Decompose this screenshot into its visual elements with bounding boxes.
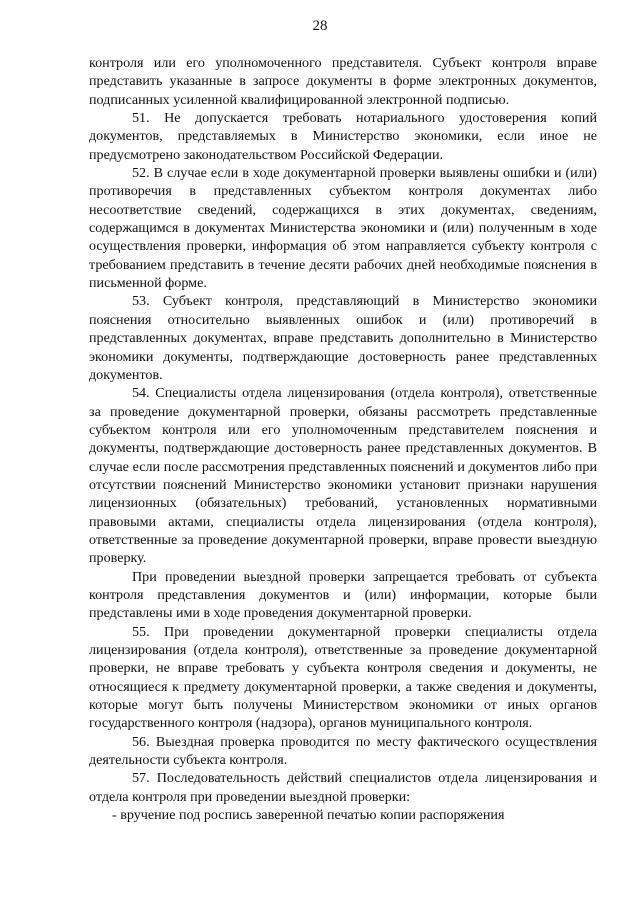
paragraph-55: 55. При проведении документарной проверки специалисты отдела лицензирования (отдела контроля), ответственные за проведение документарной проверки, не вправе требовать у субъекта контроля сведения и документы, не относящиеся к предмету документарной проверки, а также сведения и документы, которые могут быть получены Министерством экономики от иных органов государственного контроля (надзора), органов муниципального контроля.	[89, 623, 597, 732]
paragraph-52: 52. В случае если в ходе документарной проверки выявлены ошибки и (или) противоречия в представленных субъектом контроля документах либо несоответствие сведений, содержащихся в этих документах, сведениям, содержащимся в документах Министерства экономики и (или) полученным в ходе осуществления проверки, информация об этом направляется субъекту контроля с требованием представить в течение десяти рабочих дней необходимые пояснения в письменной форме.	[89, 165, 597, 292]
paragraph-51: 51. Не допускается требовать нотариального удостоверения копий документов, представляемых в Министерство экономики, если иное не предусмотрено законодательством Российской Федерации.	[89, 110, 597, 163]
paragraph-57: 57. Последовательность действий специалистов отдела лицензирования и отдела контроля при проведении выездной проверки:	[89, 770, 597, 805]
paragraph-53: 53. Субъект контроля, представляющий в Министерство экономики пояснения относительно выявленных ошибок и (или) противоречий в представленных документах, вправе представить дополнительно в Министерство экономики документы, подтверждающие достоверность ранее представленных документов.	[89, 293, 597, 383]
document-body	[89, 54, 597, 824]
page-number: 28	[312, 18, 328, 34]
list-item-delivery: - вручение под роспись заверенной печатью копии распоряжения	[112, 807, 505, 824]
paragraph-continuation: контроля или его уполномоченного представителя. Субъект контроля вправе представить указанные в запросе документы в форме электронных документов, подписанных усиленной квалифицированной электронной подписью.	[89, 55, 597, 108]
paragraph-54-continued: При проведении выездной проверки запрещается требовать от субъекта контроля представления документов и (или) информации, которые были представлены ими в ходе проведения документарной проверки.	[89, 568, 597, 622]
paragraph-54: 54. Специалисты отдела лицензирования (отдела контроля), ответственные за проведение документарной проверки, обязаны рассмотреть представленные субъектом контроля или его уполномоченным представителем пояснения и документы, подтверждающие достоверность ранее представленных документов. В случае если после рассмотрения представленных пояснений и документов либо при отсутствии пояснений Министерство экономики установит признаки нарушения лицензионных (обязательных) требований, установленных нормативными правовыми актами, специалисты отдела лицензирования (отдела контроля), ответственные за проведение документарной проверки, вправе провести выездную проверку.	[89, 385, 597, 567]
paragraph-56: 56. Выездная проверка проводится по месту фактического осуществления деятельности субъекта контроля.	[89, 733, 597, 769]
